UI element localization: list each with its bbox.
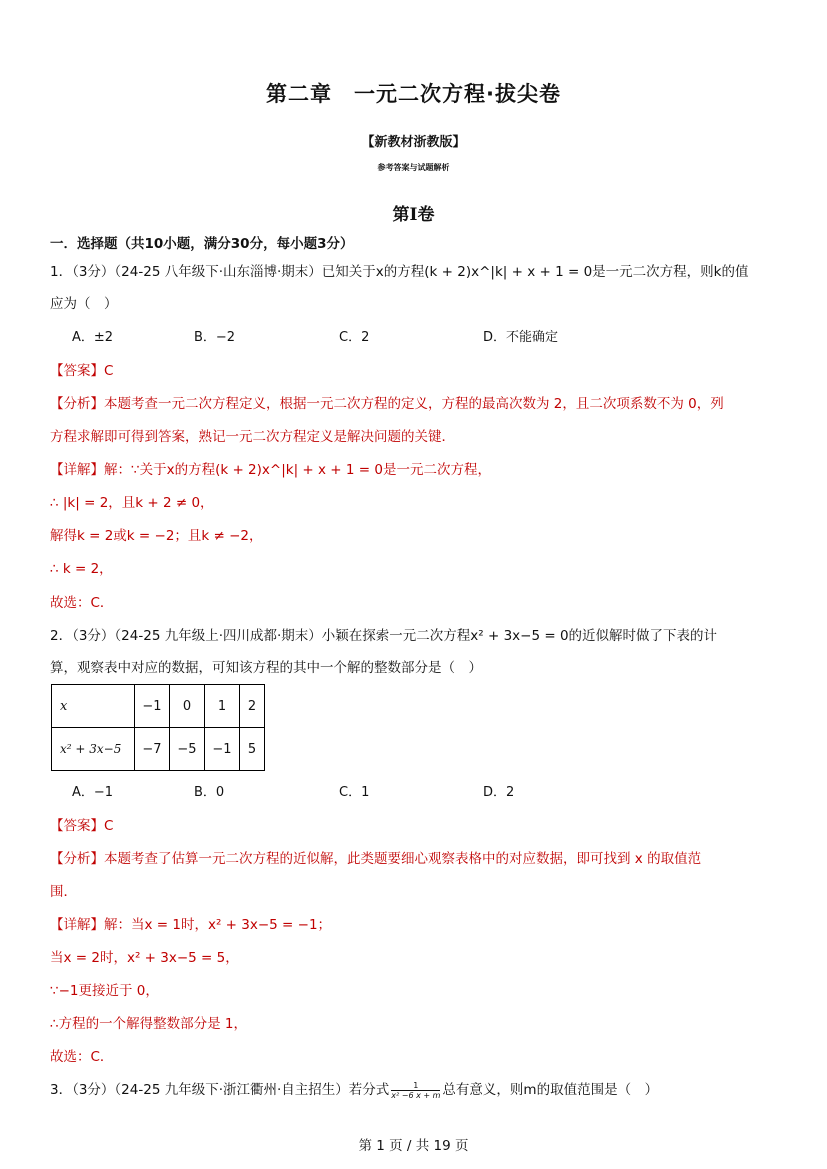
q1-detail-3: 解得k = 2或k = −2；且k ≠ −2，	[50, 528, 263, 544]
edition-subtitle: 【新教材浙教版】	[361, 135, 466, 150]
table-cell: x² + 3x−5	[52, 728, 135, 771]
q3-stem-after: 总有意义，则m的取值范围是（ ）	[442, 1082, 659, 1098]
q3-stem-before: 3．（3分）（24-25 九年级下·浙江衢州·自主招生）若分式	[50, 1082, 390, 1098]
q1-option-c: C．2	[339, 330, 370, 345]
q2-analysis-line2: 围．	[50, 884, 77, 900]
q3-stem	[50, 1078, 658, 1100]
q2-option-c: C．1	[339, 785, 370, 800]
q1-stem-line2: 应为（ ）	[50, 296, 118, 312]
q2-option-b: B．0	[194, 785, 225, 800]
q2-detail-3: ∵−1更接近于 0，	[50, 983, 159, 999]
q2-option-d: D．2	[483, 785, 515, 800]
q1-analysis-line2: 方程求解即可得到答案，熟记一元二次方程定义是解决问题的关键．	[50, 429, 455, 445]
q1-detail-1: 【详解】解：∵关于x的方程(k + 2)x^|k| + x + 1 = 0是一元二次方程，	[50, 462, 491, 478]
table-cell: −1	[135, 685, 170, 728]
q3-fraction-numerator: 1	[391, 1081, 440, 1091]
table-cell: 2	[240, 685, 265, 728]
table-cell: −1	[205, 728, 240, 771]
q1-answer: 【答案】C	[50, 363, 114, 379]
table-row	[52, 728, 265, 771]
volume-heading: 第Ⅰ卷	[392, 205, 435, 225]
q2-stem-line2: 算，观察表中对应的数据，可知该方程的其中一个解的整数部分是（ ）	[50, 660, 482, 676]
table-cell: x	[52, 685, 135, 728]
q2-detail-2: 当x = 2时，x² + 3x−5 = 5，	[50, 950, 239, 966]
q1-detail-2: ∴ |k| = 2，且k + 2 ≠ 0，	[50, 495, 214, 511]
page-title: 第二章 一元二次方程·拔尖卷	[266, 82, 561, 106]
q1-option-d: D．不能确定	[483, 330, 559, 345]
q2-detail-1: 【详解】解：当x = 1时，x² + 3x−5 = −1；	[50, 917, 332, 933]
q2-detail-4: ∴方程的一个解得整数部分是 1，	[50, 1016, 247, 1032]
table-cell: 5	[240, 728, 265, 771]
answer-key-label: 参考答案与试题解析	[377, 163, 450, 172]
q2-answer: 【答案】C	[50, 818, 114, 834]
q1-detail-4: ∴ k = 2，	[50, 561, 113, 577]
q2-value-table	[51, 684, 265, 771]
q1-stem-line1: 1．（3分）（24-25 八年级下·山东淄博·期末）已知关于x的方程(k + 2)x^|k| + x + 1 = 0是一元二次方程，则k的值	[50, 264, 749, 280]
q2-option-a: A．−1	[72, 785, 114, 800]
q2-detail-5: 故选：C．	[50, 1049, 114, 1065]
q3-fraction-denominator: x² −6 x + m	[391, 1090, 441, 1100]
q1-option-a: A．±2	[72, 330, 114, 345]
table-cell: −5	[170, 728, 205, 771]
q2-analysis-line1: 【分析】本题考查了估算一元二次方程的近似解，此类题要细心观察表格中的对应数据，即可找到 x 的取值范	[50, 851, 702, 867]
q1-detail-5: 故选：C．	[50, 595, 114, 611]
table-cell: −7	[135, 728, 170, 771]
table-cell: 0	[170, 685, 205, 728]
table-cell: 1	[205, 685, 240, 728]
section-heading: 一．选择题（共10小题，满分30分，每小题3分）	[50, 236, 354, 252]
q2-stem-line1: 2．（3分）（24-25 九年级上·四川成都·期末）小颖在探索一元二次方程x² + 3x−5 = 0的近似解时做了下表的计	[50, 628, 718, 644]
q1-analysis-line1: 【分析】本题考查一元二次方程定义，根据一元二次方程的定义，方程的最高次数为 2，且二次项系数不为 0，列	[50, 396, 724, 412]
table-row	[52, 685, 265, 728]
q3-fraction	[391, 1081, 440, 1100]
q1-option-b: B．−2	[194, 330, 236, 345]
page-footer: 第 1 页 / 共 19 页	[358, 1138, 469, 1154]
